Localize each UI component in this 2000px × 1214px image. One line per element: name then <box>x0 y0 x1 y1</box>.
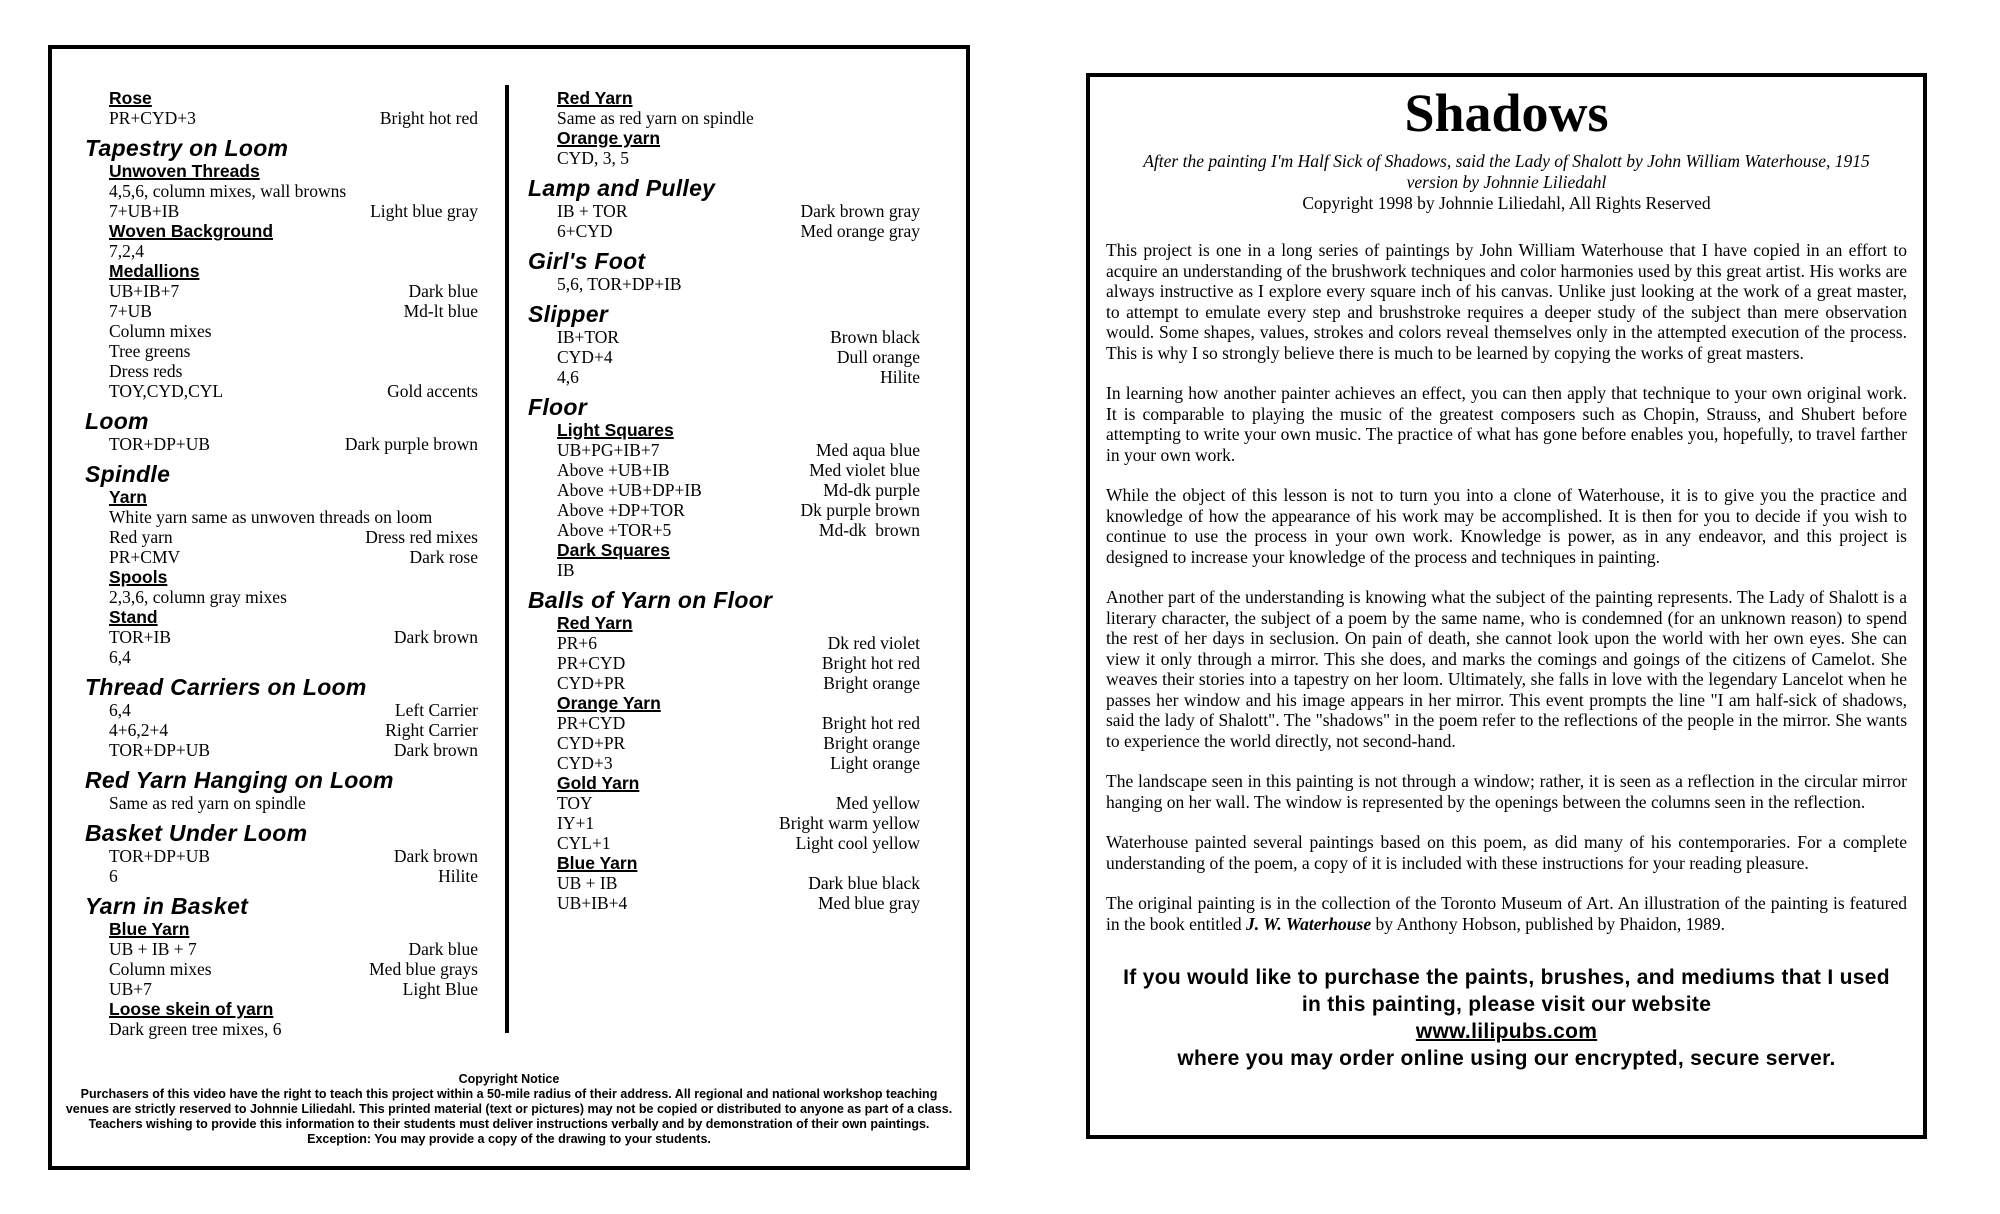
mix-row <box>109 507 478 527</box>
mix-result: Md-lt blue <box>403 301 478 321</box>
copyright-line: Purchasers of this video have the right to teach this project within a 50-mile radius of their address. All regional and national workshop teaching <box>80 1087 938 1101</box>
mix-result: Hilite <box>438 866 478 886</box>
mix-formula: TOR+IB <box>109 627 172 647</box>
mix-formula: IB + TOR <box>557 201 628 221</box>
mix-row <box>109 301 478 321</box>
mix-formula: Above +UB+IB <box>557 460 670 480</box>
mix-formula: TOR+DP+UB <box>109 740 211 760</box>
section-heading: Yarn in Basket <box>85 893 249 919</box>
promo-block <box>1106 964 1907 1072</box>
mix-row <box>109 939 478 959</box>
mix-formula: 4,5,6, column mixes, wall browns <box>109 181 347 201</box>
copyright-notice <box>52 1072 966 1147</box>
section-heading: Spindle <box>85 461 171 487</box>
mix-formula: 4+6,2+4 <box>109 720 169 740</box>
copyright-notice-title: Copyright Notice <box>458 1072 560 1086</box>
sub-heading: Yarn <box>109 487 147 507</box>
mix-row <box>557 813 920 833</box>
mix-row <box>109 959 478 979</box>
mix-result: Dk red violet <box>827 633 920 653</box>
sub-heading: Orange yarn <box>557 128 661 148</box>
mix-formula: 6 <box>109 866 118 886</box>
mix-result: Med orange gray <box>800 221 920 241</box>
mix-row <box>557 673 920 693</box>
mix-row <box>109 846 478 866</box>
mix-result: Dark brown gray <box>800 201 920 221</box>
subtitle-line-1: After the painting I'm Half Sick of Shadows, said the Lady of Shalott by John William Waterhouse, 1915 <box>1143 151 1870 171</box>
mix-result: Md-dk brown <box>818 520 920 540</box>
body-paragraph <box>1106 240 1907 363</box>
mix-result: Med blue grays <box>369 959 478 979</box>
copyright-line: venues are strictly reserved to Johnnie Liliedahl. This printed material (text or pictures) may not be copied or distributed to anyone as part of a class. <box>65 1102 953 1116</box>
mix-formula: PR+CYD <box>557 653 626 673</box>
text-segment: J. W. Waterhouse <box>1245 913 1372 934</box>
mix-formula: TOR+DP+UB <box>109 434 211 454</box>
mix-row <box>109 381 478 401</box>
mix-result: Bright orange <box>823 733 920 753</box>
mix-row <box>557 560 920 580</box>
sub-heading: Blue Yarn <box>109 919 190 939</box>
mix-result: Left Carrier <box>394 700 478 720</box>
mix-formula: PR+6 <box>557 633 598 653</box>
mix-formula: Above +TOR+5 <box>557 520 672 540</box>
section-heading: Tapestry on Loom <box>85 135 289 161</box>
mix-row <box>557 327 920 347</box>
mix-formula: Above +UB+DP+IB <box>557 480 702 500</box>
mix-result: Med violet blue <box>809 460 920 480</box>
mix-row <box>557 201 920 221</box>
mix-row <box>109 361 478 381</box>
mix-formula: 2,3,6, column gray mixes <box>109 587 287 607</box>
section-heading: Balls of Yarn on Floor <box>528 587 773 613</box>
text-segment: by Anthony Hobson, published by Phaidon, 1989. <box>1371 913 1726 934</box>
mix-row <box>557 148 920 168</box>
mix-result: Gold accents <box>387 381 478 401</box>
sub-heading: Rose <box>109 88 152 108</box>
mix-formula: 7+UB+IB <box>109 201 180 221</box>
mix-result: Dark blue <box>408 281 478 301</box>
sub-heading: Red Yarn <box>557 613 633 633</box>
website-url: www.lilipubs.com <box>1415 1020 1598 1043</box>
mix-row <box>109 1019 478 1039</box>
mix-row <box>109 647 478 667</box>
sub-heading: Light Squares <box>557 420 674 440</box>
section-heading: Slipper <box>528 301 609 327</box>
section-heading: Thread Carriers on Loom <box>85 674 367 700</box>
mix-formula: Above +DP+TOR <box>557 500 685 520</box>
mix-row <box>557 793 920 813</box>
shadows-instruction-page <box>1086 73 1927 1139</box>
mix-formula: 5,6, TOR+DP+IB <box>557 274 682 294</box>
mix-formula: IY+1 <box>557 813 595 833</box>
mix-row <box>557 753 920 773</box>
mix-row <box>557 460 920 480</box>
mix-formula: PR+CYD+3 <box>109 108 196 128</box>
mix-row <box>557 653 920 673</box>
mix-row <box>109 181 478 201</box>
subtitle-line-2: version by Johnnie Liliedahl <box>1406 172 1607 192</box>
mix-row <box>557 833 920 853</box>
mix-result: Bright hot red <box>821 713 920 733</box>
body-paragraph <box>1106 587 1907 751</box>
body-paragraph <box>1106 771 1907 812</box>
mix-formula: Column mixes <box>109 321 212 341</box>
mix-formula: 7,2,4 <box>109 241 144 261</box>
sub-heading: Red Yarn <box>557 88 633 108</box>
mix-formula: 6+CYD <box>557 221 613 241</box>
mix-result: Dark brown <box>393 627 478 647</box>
mix-row <box>557 367 920 387</box>
sub-heading: Dark Squares <box>557 540 670 560</box>
text-segment: Waterhouse painted several paintings based on this poem, as did many of his contemporaries. For a complete understanding of the poem, a copy of it is included with these instructions for your reading pleasure. <box>1106 832 1907 873</box>
page-title: Shadows <box>1404 83 1609 143</box>
copyright-line: Copyright 1998 by Johnnie Liliedahl, All Rights Reserved <box>1302 193 1711 213</box>
mix-formula: TOY,CYD,CYL <box>109 381 224 401</box>
text-segment: The landscape seen in this painting is not through a window; rather, it is seen as a reflection in the circular mirror hanging on her wall. The window is represented by the openings between the columns seen in the reflection. <box>1106 771 1907 812</box>
section-heading: Floor <box>528 394 587 420</box>
mix-result: Brown black <box>830 327 920 347</box>
mix-formula: CYL+1 <box>557 833 611 853</box>
mix-row <box>109 434 478 454</box>
mix-result: Light orange <box>830 753 920 773</box>
mix-formula: TOY <box>557 793 593 813</box>
mix-result: Dark blue <box>408 939 478 959</box>
mix-row <box>109 527 478 547</box>
mix-row <box>109 627 478 647</box>
mix-formula: TOR+DP+UB <box>109 846 211 866</box>
copyright-line: Exception: You may provide a copy of the drawing to your students. <box>307 1132 711 1146</box>
mix-row <box>557 274 920 294</box>
mix-row <box>109 281 478 301</box>
mix-row <box>557 713 920 733</box>
mix-row <box>109 587 478 607</box>
mix-result: Dark purple brown <box>344 434 478 454</box>
mix-formula: CYD+3 <box>557 753 613 773</box>
mix-formula: UB+IB+7 <box>109 281 180 301</box>
mix-formula: Same as red yarn on spindle <box>557 108 754 128</box>
mix-result: Light blue gray <box>370 201 478 221</box>
copyright-notice-lines <box>52 1087 966 1147</box>
mix-formula: 6,4 <box>109 647 131 667</box>
body-paragraph <box>1106 893 1907 934</box>
mix-row <box>557 893 920 913</box>
sub-heading: Blue Yarn <box>557 853 638 873</box>
mix-result: Dull orange <box>836 347 920 367</box>
promo-line: If you would like to purchase the paints, brushes, and mediums that I used <box>1123 966 1890 989</box>
mix-row <box>109 979 478 999</box>
mix-row <box>109 547 478 567</box>
mix-formula: 4,6 <box>557 367 579 387</box>
section-heading: Red Yarn Hanging on Loom <box>85 767 394 793</box>
body-paragraphs <box>1106 240 1907 934</box>
promo-line: in this painting, please visit our website <box>1301 993 1712 1016</box>
section-heading: Loom <box>85 408 149 434</box>
mix-formula: CYD+PR <box>557 733 626 753</box>
mix-result: Med aqua blue <box>816 440 920 460</box>
mix-row <box>109 866 478 886</box>
mix-row <box>109 108 478 128</box>
mix-formula: UB+IB+4 <box>557 893 628 913</box>
sub-heading: Unwoven Threads <box>109 161 260 181</box>
sub-heading: Gold Yarn <box>557 773 640 793</box>
mix-result: Dark blue black <box>808 873 920 893</box>
mix-result: Med yellow <box>835 793 920 813</box>
mix-formula: UB+7 <box>109 979 152 999</box>
mix-formula: PR+CYD <box>557 713 626 733</box>
mix-formula: CYD, 3, 5 <box>557 148 629 168</box>
mix-result: Dark rose <box>409 547 478 567</box>
mix-result: Dk purple brown <box>800 500 920 520</box>
mix-formula: CYD+PR <box>557 673 626 693</box>
mix-formula: Dark green tree mixes, 6 <box>109 1019 282 1039</box>
mix-formula: CYD+4 <box>557 347 613 367</box>
mix-row <box>557 440 920 460</box>
mix-formula: 6,4 <box>109 700 131 720</box>
color-mixing-chart-page <box>48 45 970 1170</box>
mix-row <box>557 480 920 500</box>
mix-formula: UB + IB <box>557 873 618 893</box>
text-segment: While the object of this lesson is not to turn you into a clone of Waterhouse, it is to give you the practice and knowledge of how the appearance of his work may be accomplished. It is then for you to decide if you wish to continue to use the process in your own work. Knowledge is power, as in any endeavor, and this project is designed to increase your knowledge of the process and techniques in painting. <box>1106 485 1907 567</box>
sub-heading: Spools <box>109 567 168 587</box>
mix-result: Hilite <box>880 367 920 387</box>
section-heading: Basket Under Loom <box>85 820 308 846</box>
mix-row <box>557 221 920 241</box>
mix-result: Md-dk purple <box>823 480 920 500</box>
mix-row <box>109 740 478 760</box>
mix-row <box>109 700 478 720</box>
mix-formula: Tree greens <box>109 341 191 361</box>
mix-formula: White yarn same as unwoven threads on loom <box>109 507 433 527</box>
mix-formula: IB <box>557 560 575 580</box>
mix-result: Bright orange <box>823 673 920 693</box>
mix-row <box>557 500 920 520</box>
sub-heading: Orange Yarn <box>557 693 661 713</box>
mix-column-2 <box>528 88 920 913</box>
mix-result: Dark brown <box>393 846 478 866</box>
mix-formula: Same as red yarn on spindle <box>109 793 306 813</box>
mix-row <box>109 341 478 361</box>
mix-row <box>109 321 478 341</box>
mix-row <box>557 633 920 653</box>
mix-result: Bright hot red <box>821 653 920 673</box>
mix-column-1 <box>85 88 478 1039</box>
sub-heading: Woven Background <box>109 221 274 241</box>
mix-formula: IB+TOR <box>557 327 620 347</box>
right-page-content <box>1090 77 1923 1072</box>
sub-heading: Medallions <box>109 261 200 281</box>
mix-row <box>557 347 920 367</box>
text-segment: This project is one in a long series of paintings by John William Waterhouse that I have copied in an effort to acquire an understanding of the brushwork techniques and color harmonies used by this great artist. His works are always instructive as I explore every square inch of his canvas. Unlike just looking at the work of a great master, to attempt to emulate every step and brushstroke requires a deeper study of the subject than mere observation would. Some shapes, values, strokes and colors reveal themselves only in the attempted execution of the process. This is why I so strongly believe there is much to be learned by copying the works of great masters. <box>1106 240 1907 363</box>
mix-row <box>557 520 920 540</box>
mix-result: Right Carrier <box>385 720 478 740</box>
mix-result: Med blue gray <box>817 893 920 913</box>
section-heading: Girl's Foot <box>528 248 646 274</box>
text-segment: In learning how another painter achieves an effect, you can then apply that technique to your own original work. It is comparable to playing the music of the greatest composers such as Chopin, Strauss, and Shubert before attempting to write your own music. The practice of what has gone before enables you, hopefully, to travel farther in your own work. <box>1106 383 1907 465</box>
mix-row <box>109 201 478 221</box>
mix-row <box>557 873 920 893</box>
sub-heading: Stand <box>109 607 158 627</box>
mix-result: Bright warm yellow <box>779 813 920 833</box>
mix-row <box>109 720 478 740</box>
mix-formula: 7+UB <box>109 301 152 321</box>
section-heading: Lamp and Pulley <box>528 175 716 201</box>
copyright-line: Teachers wishing to provide this information to their students must deliver instructions verbally and by demonstration of their own paintings. <box>88 1117 930 1131</box>
sub-heading: Loose skein of yarn <box>109 999 274 1019</box>
mix-result: Bright hot red <box>379 108 478 128</box>
mix-result: Dress red mixes <box>365 527 478 547</box>
text-segment: Another part of the understanding is knowing what the subject of the painting represents. The Lady of Shalott is a literary character, the subject of a poem by the same name, who is condemned (for an unknown reason) to spend the rest of her days in seclusion. On pain of death, she cannot look upon the world with her own eyes. She can view it only through a mirror. This she does, and marks the comings and goings of the citizens of Camelot. She weaves their stories into a tapestry on her loom. Ultimately, she falls in love with the legendary Lancelot when he passes her window and his image appears in her mirror. This event prompts the line "I am half-sick of shadows, said the lady of Shalott". The "shadows" in the poem refer to the reflections of the people in the mirror. She wants to experience the world directly, not second-hand. <box>1106 587 1907 751</box>
mix-formula: UB+PG+IB+7 <box>557 440 660 460</box>
body-paragraph <box>1106 485 1907 567</box>
mix-formula: Dress reds <box>109 361 183 381</box>
promo-line: where you may order online using our encrypted, secure server. <box>1177 1047 1836 1070</box>
column-divider-rule <box>505 85 509 1033</box>
mix-formula: UB + IB + 7 <box>109 939 197 959</box>
text-segment: The original painting is in the collection of the Toronto Museum of Art. An illustration of the painting is featured in the book entitled <box>1106 893 1907 934</box>
mix-row <box>557 108 920 128</box>
body-paragraph <box>1106 383 1907 465</box>
mix-row <box>109 793 478 813</box>
mix-result: Dark brown <box>393 740 478 760</box>
mix-result: Light Blue <box>402 979 478 999</box>
mix-formula: Column mixes <box>109 959 212 979</box>
mix-formula: Red yarn <box>109 527 173 547</box>
mix-result: Light cool yellow <box>795 833 920 853</box>
mix-row <box>557 733 920 753</box>
mix-formula: PR+CMV <box>109 547 181 567</box>
body-paragraph <box>1106 832 1907 873</box>
mix-row <box>109 241 478 261</box>
